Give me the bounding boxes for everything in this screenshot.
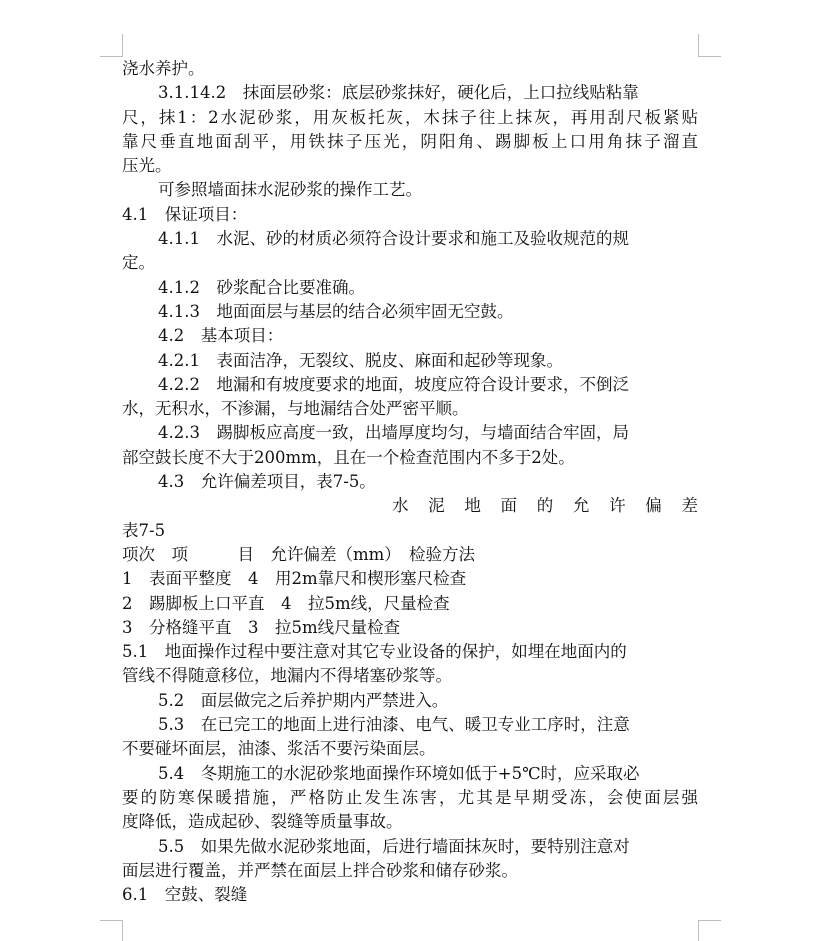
page-corner-mark-top-left [100, 34, 123, 57]
table-row: 2 踢脚板上口平直 4 拉5m线，尺量检查 [122, 593, 450, 613]
page-corner-mark-bottom-left [100, 920, 123, 941]
paragraph-line: 4.2.2 地漏和有坡度要求的地面，坡度应符合设计要求，不倒泛 [158, 374, 629, 394]
section-heading: 4.2 基本项目： [158, 326, 284, 346]
text-line: 度降低，造成起砂、裂缝等质量事故。 [122, 812, 403, 832]
text-line: 压光。 [122, 156, 172, 176]
paragraph-line: 4.1.3 地面面层与基层的结合必须牢固无空鼓。 [158, 301, 514, 321]
paragraph-line: 3.1.14.2 抹面层砂浆：底层砂浆抹好，硬化后，上口拉线贴粘靠 [158, 83, 639, 103]
table-row: 1 表面平整度 4 用2m靠尺和楔形塞尺检查 [122, 569, 467, 589]
text-line: 面层进行覆盖，并严禁在面层上拌合砂浆和储存砂浆。 [122, 860, 518, 880]
paragraph-line: 4.3 允许偏差项目，表7-5。 [158, 472, 376, 492]
paragraph-line: 5.5 如果先做水泥砂浆地面，后进行墙面抹灰时，要特别注意对 [158, 836, 630, 856]
paragraph-line: 4.1.1 水泥、砂的材质必须符合设计要求和施工及验收规范的规 [158, 229, 629, 249]
text-line: 管线不得随意移位，地漏内不得堵塞砂浆等。 [122, 666, 452, 686]
text-line: 不要碰坏面层，油漆、浆活不要污染面层。 [122, 739, 436, 759]
text-line: 水，无积水，不渗漏，与地漏结合处严密平顺。 [122, 399, 469, 419]
document-body [122, 57, 698, 907]
paragraph-line: 4.1.2 砂浆配合比要准确。 [158, 277, 365, 297]
text-line: 部空鼓长度不大于200mm，且在一个检查范围内不多于2处。 [122, 447, 575, 467]
paragraph-line: 可参照墙面抹水泥砂浆的操作工艺。 [158, 180, 422, 200]
paragraph-line: 5.2 面层做完之后养护期内严禁进入。 [158, 690, 449, 710]
section-line: 5.1 地面操作过程中要注意对其它专业设备的保护，如埋在地面内的 [122, 642, 627, 662]
text-line: 要的防寒保暖措施，严格防止发生冻害，尤其是早期受冻，会使面层强 [122, 787, 698, 807]
table-number: 表7-5 [122, 520, 166, 540]
section-heading: 6.1 空鼓、裂缝 [122, 885, 248, 905]
paragraph-line: 5.3 在已完工的地面上进行油漆、电气、暖卫专业工序时，注意 [158, 715, 630, 735]
text-line: 定。 [122, 253, 155, 273]
paragraph-line: 4.2.3 踢脚板应高度一致，出墙厚度均匀，与墙面结合牢固，局 [158, 423, 629, 443]
page-corner-mark-bottom-right [698, 920, 721, 941]
table-header-row: 项次 项 目 允许偏差（mm） 检验方法 [122, 544, 476, 564]
table-row: 3 分格缝平直 3 拉5m线尺量检查 [122, 617, 401, 637]
paragraph-line: 5.4 冬期施工的水泥砂浆地面操作环境如低于+5℃时，应采取必 [158, 763, 640, 783]
page-corner-mark-top-right [698, 34, 721, 57]
table-caption: 水 泥 地 面 的 允 许 偏 差 [392, 496, 698, 516]
section-heading: 4.1 保证项目： [122, 204, 248, 224]
text-line: 尺，抹1：2水泥砂浆，用灰板托灰，木抹子往上抹灰，再用刮尺板紧贴 [122, 107, 698, 127]
text-line: 靠尺垂直地面刮平，用铁抹子压光，阴阳角、踢脚板上口用角抹子溜直 [122, 131, 698, 151]
paragraph-line: 4.2.1 表面洁净，无裂纹、脱皮、麻面和起砂等现象。 [158, 350, 563, 370]
text-line: 浇水养护。 [122, 59, 205, 78]
